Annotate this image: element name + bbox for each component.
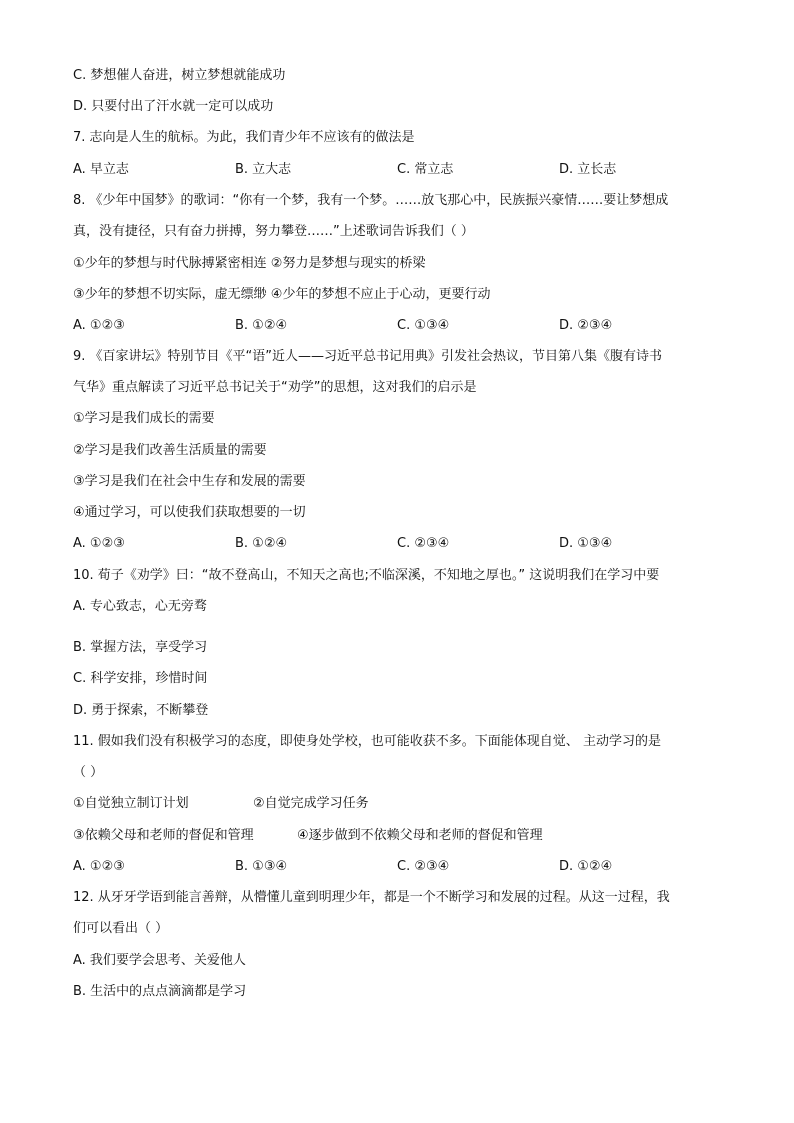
question-9-line-1: 9. 《百家讲坛》特别节目《平“语”近人——习近平总书记用典》引发社会热议，节目第八集《腹有诗书 [73,349,663,364]
option-b: B. 立大志 [235,162,292,177]
question-11-line-2: （ ） [73,765,104,780]
question-12-option-a: A. 我们要学会思考、关爱他人 [73,953,246,968]
question-8-options [73,316,733,336]
question-12-line-2: 们可以看出（ ） [73,921,169,936]
question-9-statement-3: ③学习是我们在社会中生存和发展的需要 [73,474,306,489]
option-c: C. ②③④ [397,859,450,874]
option-d: D. ①③④ [559,536,613,551]
option-b: B. ①②④ [235,536,288,551]
question-11-options [73,857,733,877]
statement-1: ①自觉独立制订计划 [73,796,189,811]
question-11-statements-1 [73,794,733,814]
question-10: 10. 荀子《劝学》曰：“故不登高山，不知天之高也;不临深溪，不知地之厚也。” 这说明我们在学习中要 [73,568,660,583]
option-d: D. ①②④ [559,859,613,874]
question-9-options [73,534,733,554]
question-10-option-b: B. 掌握方法，享受学习 [73,640,208,655]
question-7: 7. 志向是人生的航标。为此，我们青少年不应该有的做法是 [73,130,415,145]
question-7-options [73,160,733,180]
q6-option-c: C. 梦想催人奋进，树立梦想就能成功 [73,68,286,83]
q6-option-d: D. 只要付出了汗水就一定可以成功 [73,99,274,114]
question-9-statement-1: ①学习是我们成长的需要 [73,411,215,426]
question-11-line-1: 11. 假如我们没有积极学习的态度，即使身处学校，也可能收获不多。下面能体现自觉、 主动学习的是 [73,734,661,749]
option-d: D. 立长志 [559,162,617,177]
statement-3: ③依赖父母和老师的督促和管理 [73,828,254,843]
question-9-statement-4: ④通过学习，可以使我们获取想要的一切 [73,505,306,520]
question-12-option-b: B. 生活中的点点滴滴都是学习 [73,984,247,999]
question-12-line-1: 12. 从牙牙学语到能言善辩，从懵懂儿童到明理少年，都是一个不断学习和发展的过程。从这一过程，我 [73,890,670,905]
statement-4: ④逐步做到不依赖父母和老师的督促和管理 [297,828,543,843]
question-8-statements-1: ①少年的梦想与时代脉搏紧密相连 ②努力是梦想与现实的桥梁 [73,256,426,271]
option-c: C. ②③④ [397,536,450,551]
question-8-line-2: 真，没有捷径，只有奋力拼搏，努力攀登……”上述歌词告诉我们（ ） [73,224,474,239]
question-10-option-c: C. 科学安排，珍惜时间 [73,671,208,686]
option-b: B. ①②④ [235,318,288,333]
question-8-statements-2: ③少年的梦想不切实际，虚无缥缈 ④少年的梦想不应止于心动，更要行动 [73,287,491,302]
option-a: A. ①②③ [73,318,125,333]
option-c: C. 常立志 [397,162,454,177]
question-9-statement-2: ②学习是我们改善生活质量的需要 [73,443,267,458]
option-a: A. 早立志 [73,162,129,177]
question-10-option-a: A. 专心致志，心无旁骛 [73,599,207,614]
question-11-statements-2 [73,826,733,846]
option-a: A. ①②③ [73,536,125,551]
option-a: A. ①②③ [73,859,125,874]
question-9-line-2: 气华》重点解读了习近平总书记关于“劝学”的思想，这对我们的启示是 [73,380,477,395]
option-b: B. ①③④ [235,859,288,874]
statement-2: ②自觉完成学习任务 [253,796,369,811]
option-d: D. ②③④ [559,318,613,333]
question-8-line-1: 8. 《少年中国梦》的歌词：“你有一个梦，我有一个梦。……放飞那心中，民族振兴豪情……要让梦想成 [73,193,669,208]
option-c: C. ①③④ [397,318,450,333]
question-10-option-d: D. 勇于探索，不断攀登 [73,703,209,718]
